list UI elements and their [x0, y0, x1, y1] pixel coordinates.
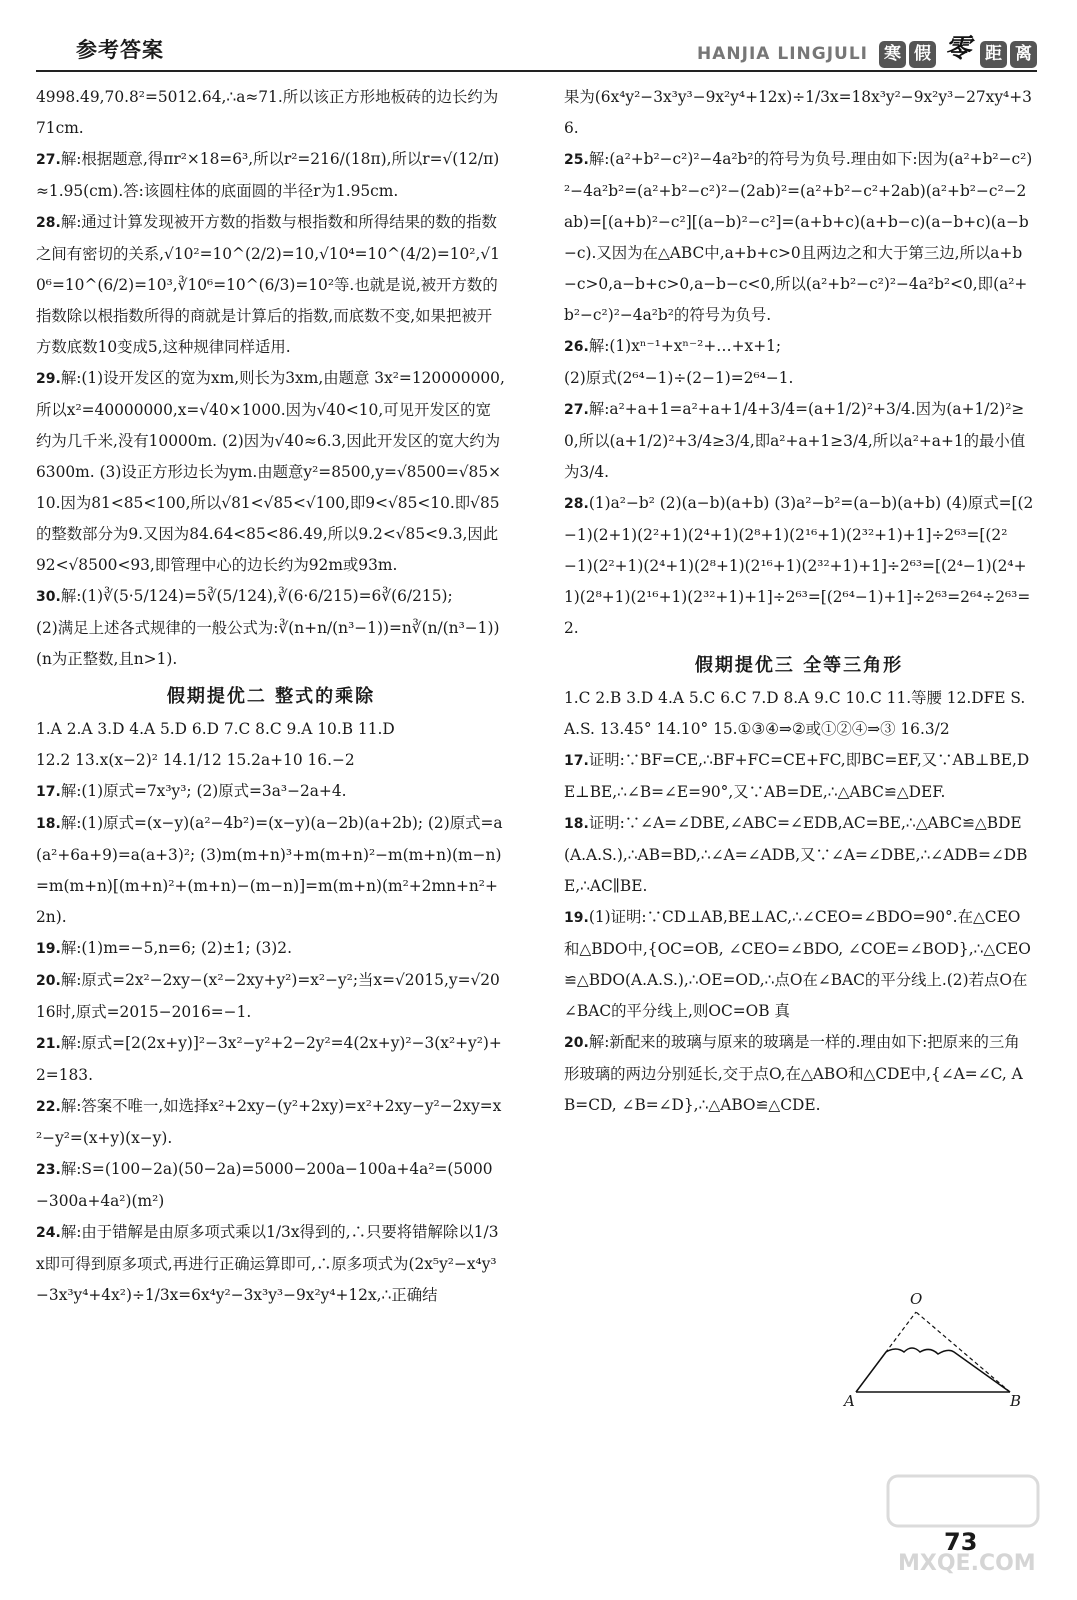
answer-text: 解:通过计算发现被开方数的指数与根指数和所得结果的数的指数之间有密切的关系,√10²=10^(2/2)=10,√10⁴=10^(4/2)=10²,√10⁶=10^(6/2)=10³,∛10⁶=10^(6/3)=10²等.也就是说,被开方数的指数除以根指数所得的商就是计算后的指数,而底数不变,如果把被开方数底数10变成5,这种规律同样适用. [36, 213, 500, 356]
page-header [36, 30, 1037, 72]
watermark-text: MXQE.COM [898, 1551, 1036, 1576]
answer-paragraph [564, 683, 1034, 745]
answer-text: 解:由于错解是由原多项式乘以1/3x得到的,∴只要将错解除以1/3x即可得到原多项式,再进行正确运算即可,∴原多项式为(2x⁵y²−x⁴y³−3x³y⁴+4x²)÷1/3x=6x⁴y²−3x³y³−9x²y⁴+12x,∴正确结 [36, 1223, 499, 1304]
question-number: 28. [564, 496, 589, 512]
answer-paragraph [564, 745, 1034, 808]
triangle-figure [838, 1300, 1028, 1410]
answer-text: 解:答案不唯一,如选择x²+2xy−(y²+2xy)=x²+2xy−y²−2xy=x²−y²=(x+y)(x−y). [36, 1097, 502, 1147]
answer-text: 解:根据题意,得πr²×18=6³,所以r²=216/(18π),所以r=√(12/π)≈1.95(cm).答:该圆柱体的底面圆的半径r为1.95cm. [36, 150, 500, 200]
answer-paragraph [564, 331, 1034, 363]
brand-english: HANJIA LINGJULI [697, 44, 868, 64]
answer-paragraph [564, 394, 1034, 488]
answer-paragraph [36, 965, 506, 1028]
answer-paragraph [36, 207, 506, 363]
question-number: 17. [564, 753, 589, 769]
figure-label-a: A [844, 1392, 855, 1410]
answer-text: 解:新配来的玻璃与原来的玻璃是一样的.理由如下:把原来的三角形玻璃的两边分别延长,交于点O,在△ABO和△CDE中,{∠A=∠C, AB=CD, ∠B=∠D},∴△ABO≌△CDE. [564, 1033, 1023, 1114]
answer-paragraph [36, 1091, 506, 1154]
answer-text: 解:(1)原式=(x−y)(a²−4b²)=(x−y)(a−2b)(a+2b); (2)原式=a(a²+6a+9)=a(a+3)²; (3)m(m+n)³+m(m+n)²−m(m+n)(m−n)=m(m+n)[(m+n)²+(m+n)−(m−n)]=m(m+n)(m²+2mn+n²+2n). [36, 814, 503, 926]
answer-text: 解:(a²+b²−c²)²−4a²b²的符号为负号.理由如下:因为(a²+b²−c²)²−4a²b²=(a²+b²−c²)²−(2ab)²=(a²+b²−c²+2ab)(a²+b²−c²−2ab)=[(a+b)²−c²][(a−b)²−c²]=(a+b+c)(a+b−c)(a−b+c)(a−b−c).又因为在△ABC中,a+b+c>0且两边之和大于第三边,所以a+b−c>0,a−b+c>0,a−b−c<0,所以(a²+b²−c²)²−4a²b²<0,即(a²+b²−c²)²−4a²b²的符号为负号. [564, 150, 1033, 324]
answer-paragraph [564, 488, 1034, 644]
answer-paragraph [36, 1154, 506, 1217]
figure-label-o: O [910, 1290, 923, 1308]
answer-text: 解:S=(100−2a)(50−2a)=5000−200a−100a+4a²=(5000−300a+4a²)(m²) [36, 1160, 493, 1210]
question-number: 19. [564, 910, 589, 926]
answer-text: (2)满足上述各式规律的一般公式为:∛(n+n/(n³−1))=n∛(n/(n³−1))(n为正整数,且n>1). [36, 619, 500, 668]
answer-paragraph [36, 808, 506, 933]
answer-text: 解:(1)m=−5,n=6; (2)±1; (3)2. [60, 939, 292, 957]
brand-char: 离 [1010, 41, 1037, 68]
answer-paragraph [564, 1027, 1034, 1121]
answer-text: 证明:∵BF=CE,∴BF+FC=CE+FC,即BC=EF,又∵AB⊥BE,DE⊥BE,∴∠B=∠E=90°,又∵AB=DE,∴△ABC≌△DEF. [564, 751, 1030, 801]
left-column [36, 82, 506, 1311]
answer-paragraph [36, 144, 506, 207]
question-number: 20. [36, 973, 61, 989]
question-number: 18. [564, 816, 589, 832]
right-column [564, 82, 1034, 1121]
brand-char: 距 [980, 41, 1007, 68]
answer-paragraph [36, 363, 506, 581]
question-number: 25. [564, 152, 589, 168]
answer-text: 1.C 2.B 3.D 4.A 5.C 6.C 7.D 8.A 9.C 10.C 11.等腰 12.DFE S.A.S. 13.45° 14.10° 15.①③④⇒②或①②④⇒③ 16.3/2 [564, 689, 1026, 738]
question-number: 29. [36, 371, 61, 387]
brand-char: 寒 [879, 41, 906, 68]
answer-text: 12.2 13.x(x−2)² 14.1/12 15.2a+10 16.−2 [36, 751, 355, 769]
question-number: 20. [564, 1035, 589, 1051]
answer-paragraph [36, 82, 506, 144]
answer-paragraph [36, 745, 506, 776]
answer-text: 解:(1)设开发区的宽为xm,则长为3xm,由题意 3x²=120000000,所以x²=40000000,x=√40×1000.因为√40<10,可见开发区的宽约为几千米,没有10000m. (2)因为√40≈6.3,因此开发区的宽大约为6300m. (3)设正方形边长为ym.由题意y²=8500,y=√8500=√85×10.因为81<85<100,所以√81<√85<√100,即9<√85<10.即√85的整数部分为9.又因为84.64<85<86.49,所以9.2<√85<9.3,因此92<√8500<93,即管理中心的边长约为92m或93m. [36, 369, 505, 574]
figure-label-b: B [1010, 1392, 1022, 1410]
answer-paragraph [564, 902, 1034, 1027]
question-number: 18. [36, 816, 61, 832]
answer-text: 解:(1)xⁿ⁻¹+xⁿ⁻²+…+x+1; [588, 337, 782, 355]
brand-chinese [876, 30, 1037, 70]
answer-paragraph [564, 82, 1034, 144]
answer-text: 解:(1)∛(5·5/124)=5∛(5/124),∛(6·6/215)=6∛(6/215); [60, 587, 453, 605]
answer-paragraph [36, 933, 506, 965]
question-number: 27. [564, 402, 589, 418]
answer-text: 证明:∵∠A=∠DBE,∠ABC=∠EDB,AC=BE,∴△ABC≌△BDE(A.A.S.),∴AB=BD,∴∠A=∠ADB,又∵∠A=∠DBE,∴∠ADB=∠DBE,∴AC∥BE. [564, 814, 1028, 895]
section-title: 假期提优三 全等三角形 [694, 655, 904, 676]
answer-text: 解:原式=[2(2x+y)]²−3x²−y²+2−2y²=4(2x+y)²−3(x²+y²)+2=183. [36, 1034, 502, 1084]
question-number: 28. [36, 215, 61, 231]
brand [697, 30, 1037, 70]
question-number: 30. [36, 589, 61, 605]
question-number: 22. [36, 1099, 61, 1115]
question-number: 26. [564, 339, 589, 355]
answer-paragraph [564, 363, 1034, 394]
answer-paragraph [36, 1028, 506, 1091]
answer-text: 4998.49,70.8²=5012.64,∴a≈71.所以该正方形地板砖的边长约为71cm. [36, 88, 499, 137]
page-number: 73 [944, 1528, 978, 1556]
brand-char: 假 [909, 41, 936, 68]
answer-text: 解:a²+a+1=a²+a+1/4+3/4=(a+1/2)²+3/4.因为(a+1/2)²≥0,所以(a+1/2)²+3/4≥3/4,即a²+a+1≥3/4,所以a²+a+1的最小值为3/4. [564, 400, 1026, 481]
watermark-logo [878, 1470, 1048, 1580]
answer-paragraph [564, 808, 1034, 902]
question-number: 19. [36, 941, 61, 957]
header-title: 参考答案 [76, 38, 164, 62]
answer-paragraph [564, 144, 1034, 331]
answer-text: (1)证明:∵CD⊥AB,BE⊥AC,∴∠CEO=∠BDO=90°.在△CEO和△BDO中,{OC=OB, ∠CEO=∠BDO, ∠COE=∠BOD},∴△CEO≌△BDO(A.A.S.),∴OE=OD,∴点O在∠BAC的平分线上.(2)若点O在∠BAC的平分线上,则OC=OB 真 [564, 908, 1031, 1020]
question-number: 21. [36, 1036, 61, 1052]
answer-text: (1)a²−b² (2)(a−b)(a+b) (3)a²−b²=(a−b)(a+b) (4)原式=[(2−1)(2+1)(2²+1)(2⁴+1)(2⁸+1)(2¹⁶+1)(2³²+1)+1]÷2⁶³=[(2²−1)(2²+1)(2⁴+1)(2⁸+1)(2¹⁶+1)(2³²+1)+1]÷2⁶³=[(2⁴−1)(2⁴+1)(2⁸+1)(2¹⁶+1)(2³²+1)+1]÷2⁶³=[(2⁶⁴−1)+1]÷2⁶³=2⁶⁴÷2⁶³=2. [564, 494, 1034, 637]
answer-paragraph [36, 613, 506, 675]
brand-char: 零 [939, 30, 977, 68]
answer-paragraph [36, 581, 506, 613]
answer-text: 果为(6x⁴y²−3x³y³−9x²y⁴+12x)÷1/3x=18x³y²−9x²y³−27xy⁴+36. [564, 88, 1032, 137]
answer-paragraph [36, 714, 506, 745]
question-number: 24. [36, 1225, 61, 1241]
answer-paragraph [36, 776, 506, 808]
question-number: 17. [36, 784, 61, 800]
answer-text: 解:原式=2x²−2xy−(x²−2xy+y²)=x²−y²;当x=√2015,y=√2016时,原式=2015−2016=−1. [36, 971, 500, 1021]
section-title: 假期提优二 整式的乘除 [166, 686, 376, 707]
answer-text: (2)原式(2⁶⁴−1)÷(2−1)=2⁶⁴−1. [564, 369, 794, 387]
question-number: 23. [36, 1162, 61, 1178]
answer-paragraph [36, 1217, 506, 1311]
answer-text: 解:(1)原式=7x³y³; (2)原式=3a³−2a+4. [60, 782, 347, 800]
question-number: 27. [36, 152, 61, 168]
answer-text: 1.A 2.A 3.D 4.A 5.D 6.D 7.C 8.C 9.A 10.B 11.D [36, 720, 395, 738]
